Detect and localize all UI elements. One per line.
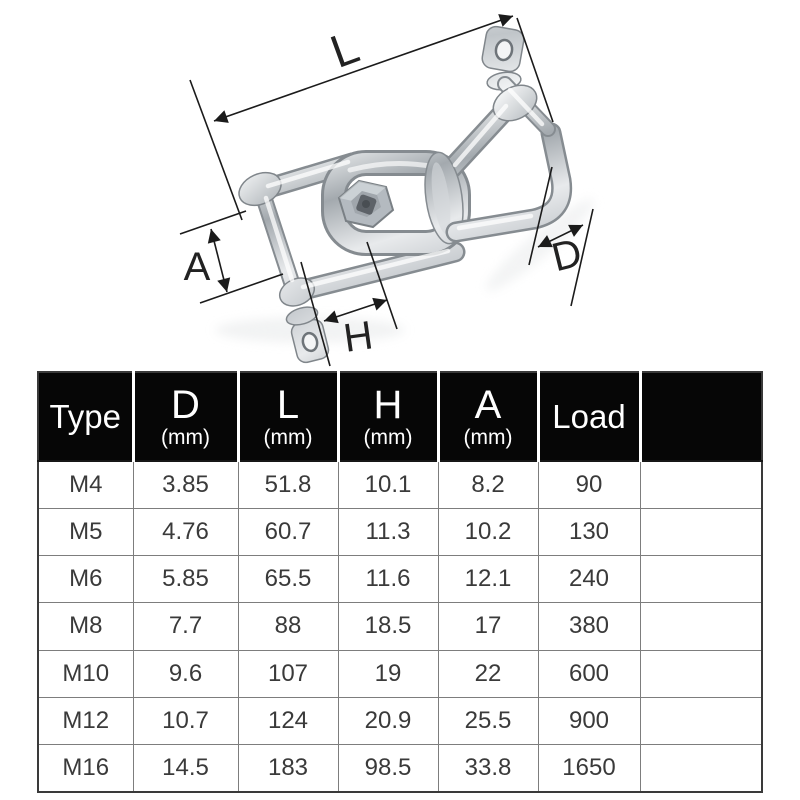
table-row <box>38 744 762 792</box>
header-label: Load <box>552 397 626 435</box>
spec-cell: 11.6 <box>338 556 438 603</box>
dimension-label-L: L <box>323 20 366 78</box>
spec-cell: M12 <box>38 697 133 744</box>
spec-cell: 12.1 <box>438 556 538 603</box>
spec-cell: M10 <box>38 650 133 697</box>
header-unit: (mm) <box>363 425 413 449</box>
header-label: A <box>474 383 502 428</box>
header-row <box>38 372 762 461</box>
header-cell-a <box>438 372 538 461</box>
spec-cell: 3.85 <box>133 461 238 509</box>
left-far-pin-boss <box>234 166 286 211</box>
spec-cell: 5.85 <box>133 556 238 603</box>
spec-cell: M16 <box>38 744 133 792</box>
spec-cell: 10.2 <box>438 509 538 556</box>
spec-cell: 183 <box>238 744 338 792</box>
spec-cell: 25.5 <box>438 697 538 744</box>
spec-cell <box>640 697 762 744</box>
spec-cell: 107 <box>238 650 338 697</box>
spec-cell: 10.7 <box>133 697 238 744</box>
header-unit: (mm) <box>263 425 313 449</box>
spec-table-header <box>38 372 762 461</box>
spec-cell: 4.76 <box>133 509 238 556</box>
table-row <box>38 461 762 509</box>
spec-cell: 130 <box>538 509 640 556</box>
dimension-label-D: D <box>547 230 587 281</box>
spec-cell: 8.2 <box>438 461 538 509</box>
spec-cell: 19 <box>338 650 438 697</box>
spec-cell: 60.7 <box>238 509 338 556</box>
dimension-L-extension-left <box>190 80 242 220</box>
spec-cell: 10.1 <box>338 461 438 509</box>
spec-cell <box>640 603 762 650</box>
spec-cell: 11.3 <box>338 509 438 556</box>
header-label: L <box>276 383 300 428</box>
table-row <box>38 650 762 697</box>
header-cell-l <box>238 372 338 461</box>
table-row <box>38 509 762 556</box>
header-cell-h <box>338 372 438 461</box>
spec-cell: 600 <box>538 650 640 697</box>
header-label: D <box>171 383 200 428</box>
spec-cell: M4 <box>38 461 133 509</box>
product-diagram <box>0 0 800 372</box>
spec-cell: 33.8 <box>438 744 538 792</box>
spec-cell <box>640 556 762 603</box>
spec-cell: 14.5 <box>133 744 238 792</box>
spec-cell: 9.6 <box>133 650 238 697</box>
spec-cell: 1650 <box>538 744 640 792</box>
spec-cell: 240 <box>538 556 640 603</box>
spec-cell <box>640 650 762 697</box>
spec-cell: 22 <box>438 650 538 697</box>
table-row <box>38 697 762 744</box>
dimension-A-extension-top <box>180 211 246 234</box>
table-row <box>38 603 762 650</box>
spec-cell: 7.7 <box>133 603 238 650</box>
spec-cell: 17 <box>438 603 538 650</box>
spec-cell: 900 <box>538 697 640 744</box>
header-unit: (mm) <box>161 425 210 449</box>
table-row <box>38 556 762 603</box>
header-cell-load <box>538 372 640 461</box>
header-label: Type <box>49 397 122 435</box>
header-cell-type <box>38 372 133 461</box>
dimension-A-extension-bottom <box>200 274 283 303</box>
spec-cell: 380 <box>538 603 640 650</box>
header-unit: (mm) <box>463 425 513 449</box>
spec-cell: 20.9 <box>338 697 438 744</box>
spec-cell: 88 <box>238 603 338 650</box>
spec-cell: 98.5 <box>338 744 438 792</box>
spec-cell: M8 <box>38 603 133 650</box>
spec-cell: 90 <box>538 461 640 509</box>
header-cell-d <box>133 372 238 461</box>
spec-cell: M5 <box>38 509 133 556</box>
spec-cell: 18.5 <box>338 603 438 650</box>
header-label: H <box>373 383 403 428</box>
spec-cell: 65.5 <box>238 556 338 603</box>
spec-cell <box>640 744 762 792</box>
dimension-label-H: H <box>340 313 376 361</box>
swivel-shackle-photo <box>234 25 562 364</box>
spec-cell <box>640 461 762 509</box>
spec-cell: 51.8 <box>238 461 338 509</box>
spec-table <box>37 371 763 793</box>
dimension-label-A: A <box>183 245 211 289</box>
spec-cell: 124 <box>238 697 338 744</box>
spec-cell: M6 <box>38 556 133 603</box>
spec-cell <box>640 509 762 556</box>
spec-table-body <box>38 461 762 792</box>
header-cell-empty <box>640 372 762 461</box>
dimension-A-line <box>211 229 227 292</box>
